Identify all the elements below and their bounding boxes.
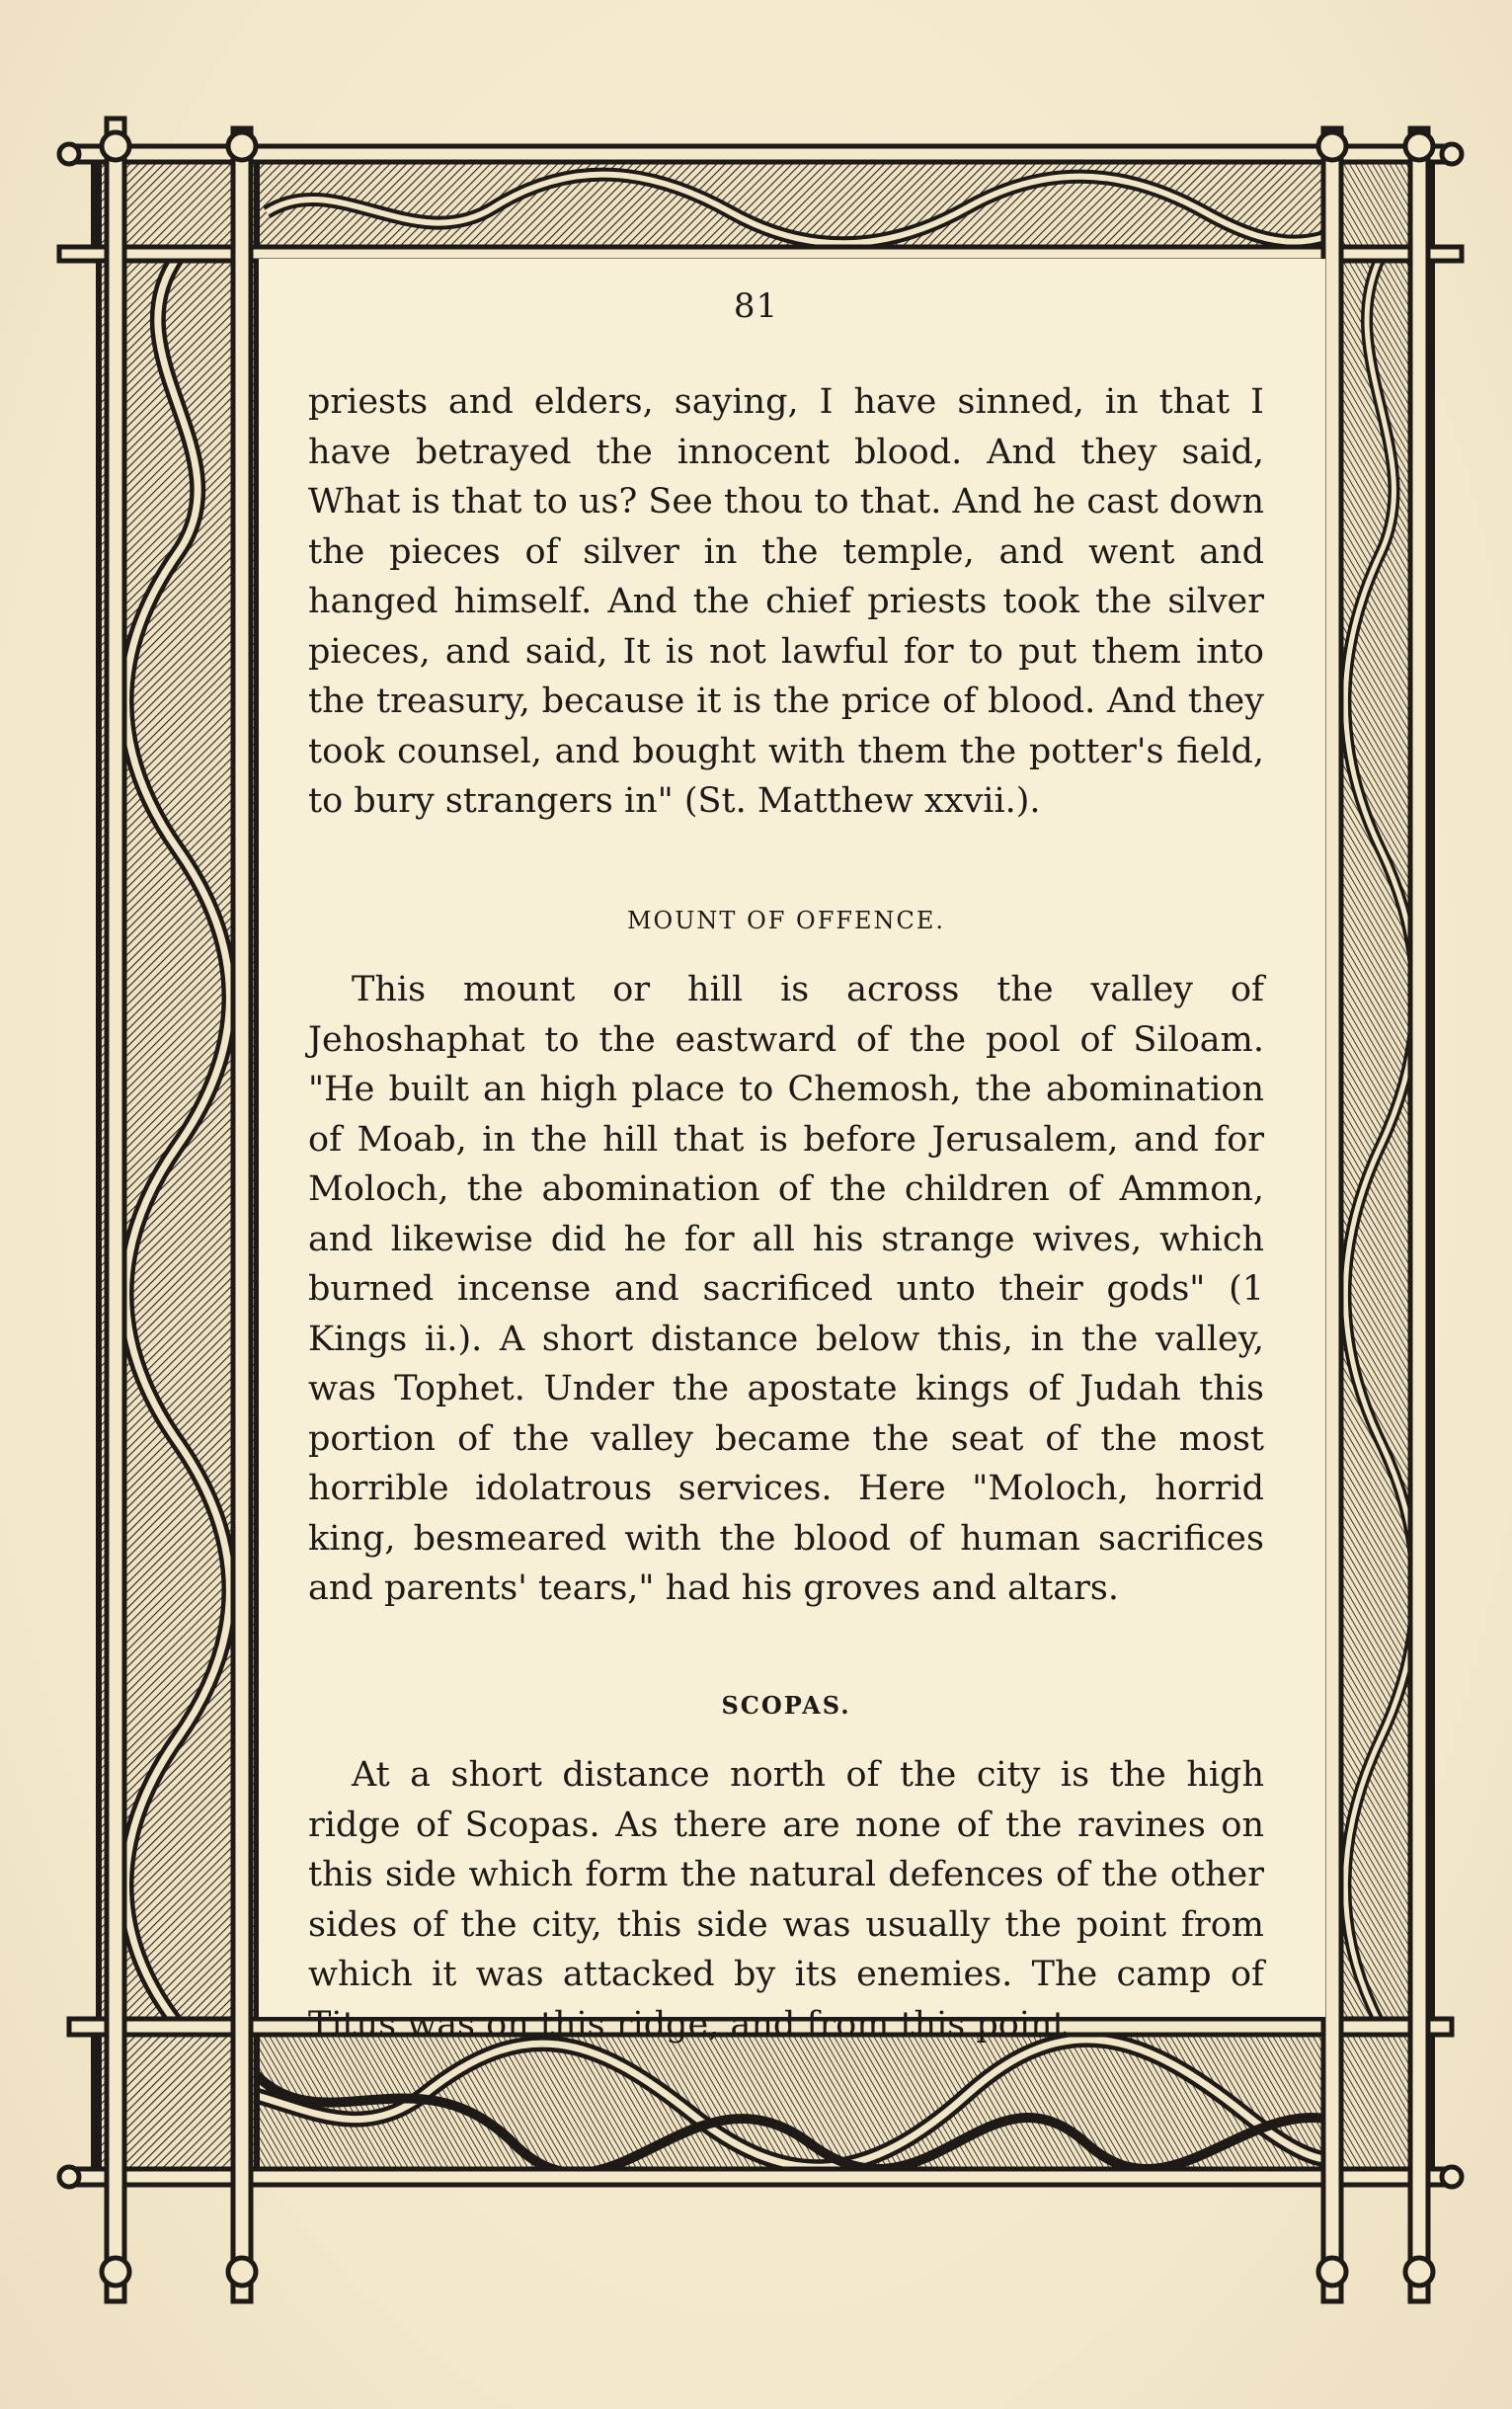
page-number: 81 bbox=[733, 286, 779, 326]
scopas-paragraph: At a short distance north of the city is the high ridge of Scopas. As there are none of the ravines on this side which form the natural defences of the other sides of the city, this side was usually the point from which it was attacked by its enemies. The camp of Titus was on this ridge, and from this point bbox=[308, 1755, 1264, 2045]
intro-paragraph: priests and elders, saying, I have sinned, in that I have betrayed the innocent blood. And they said, What is that to us? See thou to that. And he cast down the pieces of silver in the temple, and went and hanged himself. And the chief priests took the silver pieces, and said, It is not lawful for to put them into the treasury, because it is the price of blood. And they took counsel, and bought with them the potter's field, to bury strangers in" (St. Matthew xxvii.). bbox=[308, 382, 1264, 821]
border-top-band bbox=[94, 158, 1432, 257]
section-heading-scopas: SCOPAS. bbox=[721, 1690, 851, 1720]
mount-of-offence-paragraph: This mount or hill is across the valley of Jehoshaphat to the eastward of the pool of Siloam. "He built an high place to Chemosh, the abomination of Moab, in the hill that is before Jerusalem, and for Moloch, the abomination of the children of Ammon, and likewise did he for all his strange wives, which burned incense and sacrificed unto their gods" (1 Kings ii.). A short distance below this, in the valley, was Tophet. Under the apostate kings of Judah this portion of the valley became the seat of the most horrible idolatrous services. Here "Moloch, horrid king, besmeared with the blood of human sacrifices and parents' tears," had his groves and altars. bbox=[308, 970, 1264, 1608]
page-content bbox=[308, 377, 1264, 2049]
section-heading-mount-of-offence: MOUNT OF OFFENCE. bbox=[626, 906, 946, 934]
